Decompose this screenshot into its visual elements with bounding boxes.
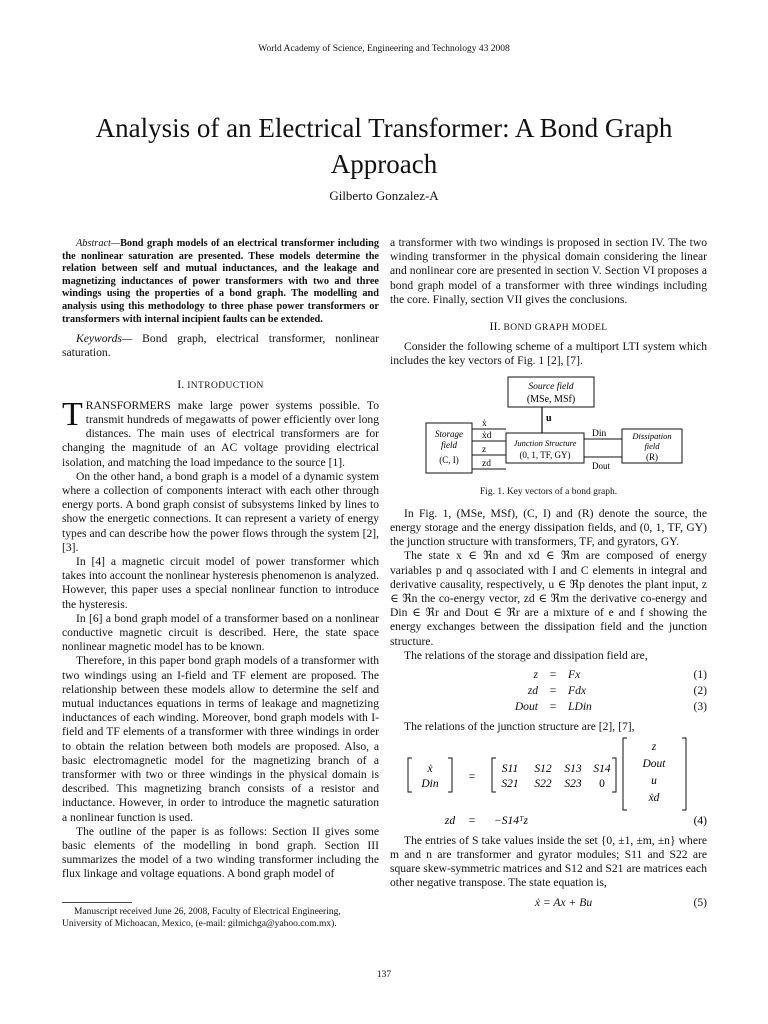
label-u: u	[546, 412, 552, 424]
junction-label-2: (0, 1, TF, GY)	[519, 449, 571, 460]
matrix-equals: =	[468, 770, 476, 783]
equation-row: ẋ = Ax + Bu (5)	[534, 895, 707, 909]
matrix-cell: S21	[501, 777, 519, 790]
intro-paragraph-5: Therefore, in this paper bond graph models of a transformer with two windings using an I-field and TF element are proposed. The relationship between these models allow to determine the self and mutual inductances equations in terms of leakage and magnetizing inductances of each winding. Moreover, bond graph models with I-field and TF elements of a transformer with three windings in order to obtain the relation between both models are proposed. Also, a basic electromagnetic model for the magnetizing branch of a transformer with two or three windings in the physical domain is described. This magnetizing branch consists of a resistor and inductance. However, in order to introduce the magnetic saturation a nonlinear function is used.	[62, 654, 379, 824]
equation-row: z = Fx (1)	[533, 668, 707, 682]
right-paragraph-4: The relations of the storage and dissipation field are,	[404, 648, 648, 662]
matrix-cell: S13	[564, 762, 582, 775]
intro-paragraph-4: In [6] a bond graph model of a transformer based on a nonlinear conductive magnetic circuit is described. Here, the state space nonlinear magnetic model has to be known.	[62, 611, 379, 654]
equation-4-lhs: zd	[444, 814, 456, 827]
bracket	[448, 758, 452, 792]
abstract-label: Abstract—	[76, 238, 121, 249]
storage-label-2: field	[441, 439, 457, 450]
matrix-equation	[390, 736, 707, 828]
page-number: 137	[376, 970, 392, 980]
vector-cell: Dout	[642, 757, 666, 770]
label-xdot: ẋ	[482, 418, 487, 429]
equation-row: Dout = LDin (3)	[514, 700, 707, 714]
matrix-cell: S12	[534, 762, 552, 775]
matrix-cell: S14	[593, 762, 611, 775]
left-column	[62, 238, 379, 882]
dissipation-label-3: (R)	[646, 451, 658, 462]
footnote-block	[62, 902, 379, 930]
matrix-lhs-2: Din	[421, 777, 439, 790]
author: Gilberto Gonzalez-A	[329, 188, 439, 203]
intro-paragraph-1: TRANSFORMERS make large power systems possible. To transmit hundreds of megawatts of power efficiently over long distances. The main uses of electrical transformers are for changing the magnitude of an AC voltage providing electrical isolation, and matching the load impedance to the source [1].	[62, 395, 379, 469]
figure-caption: Fig. 1. Key vectors of a bond graph.	[479, 486, 618, 497]
bracket	[408, 758, 412, 792]
right-paragraph-1: Consider the following scheme of a multiport LTI system which includes the key vectors of Fig. 1 [2], [7].	[390, 340, 707, 368]
source-field-title: Source field	[528, 381, 574, 392]
abstract	[62, 238, 379, 326]
right-paragraph-6: The entries of S take values inside the set {0, ±1, ±m, ±n} where m and n are transformer and gyrator modules; S11 and S22 are square skew-symmetric matrices and S12 and S21 are matrices each other negative transpose. The state equation is,	[390, 833, 707, 890]
storage-label-3: (C, I)	[439, 454, 459, 465]
vector-cell: ẋd	[648, 791, 660, 804]
intro-paragraph-2: On the other hand, a bond graph is a model of a dynamic system where a collection of components interact with each other through energy ports. A bond graph consist of subsystems linked by lines to show the energetic connections. It can represent a variety of energy types and can describe how the power flows through the system [2], [3].	[62, 469, 379, 554]
section-heading-bond-graph: II. BOND GRAPH MODEL	[489, 319, 608, 334]
matrix-cell: S11	[501, 762, 519, 775]
matrix-cell: S22	[534, 777, 552, 790]
equations-1-3	[390, 667, 707, 716]
equation-5	[390, 895, 707, 911]
right-column	[390, 236, 707, 911]
bracket	[612, 758, 616, 792]
intro-paragraph-6: The outline of the paper is as follows: Section II gives some basic elements of the modelling in bond graph. Section III summarizes the model of a two winding transformer including the flux linkage and voltage equations. A bond graph model of	[62, 824, 379, 881]
label-xd-dot: ẋd	[482, 430, 492, 441]
right-paragraph-3: The state x ∈ ℜn and xd ∈ ℜm are composed of energy variables p and q associated with I and C elements in integral and derivative causality, respectively, u ∈ ℜp denotes the plant input, z ∈ ℜn the co-energy vector, zd ∈ ℜm the derivative co-energy and Din ∈ ℜr and Dout ∈ ℜr are a mixture of e and f showing the energy exchanges between the dissipation field and the junction structure.	[390, 549, 707, 648]
running-header: World Academy of Science, Engineering and Technology 43 2008	[258, 44, 510, 54]
right-paragraph-2: In Fig. 1, (MSe, MSf), (C, I) and (R) denote the source, the energy storage and the energy dissipation fields, and (0, 1, TF, GY) the junction structure with transformers, TF, and gyrators, GY.	[390, 506, 707, 549]
intro-paragraph-3: In [4] a magnetic circuit model of power transformer which takes into account the nonlinear hysteresis phenomenon is analyzed. However, this paper uses a special nonlinear function to introduce the hysteresis.	[62, 555, 379, 611]
source-field-sub: (MSe, MSf)	[526, 393, 576, 405]
storage-label-1: Storage	[435, 428, 463, 439]
matrix-cell: 0	[599, 777, 605, 790]
section-heading-introduction: I. INTRODUCTION	[177, 376, 264, 391]
label-din: Din	[592, 428, 607, 439]
figure-key-vectors	[390, 373, 707, 485]
junction-label-1: Junction Structure	[513, 437, 577, 448]
matrix-lhs-1: ẋ	[427, 762, 433, 775]
drop-cap: T	[62, 395, 83, 433]
paper-title: Analysis of an Electrical Transformer: A Bond Graph Approach	[95, 113, 673, 179]
equation-4-number: (4)	[693, 814, 707, 827]
bracket	[492, 758, 496, 792]
label-z: z	[482, 444, 487, 455]
bracket	[623, 738, 627, 810]
label-dout: Dout	[592, 460, 610, 471]
dissipation-label-1: Dissipation	[632, 430, 672, 441]
equation-row: zd = Fdx (2)	[527, 684, 707, 698]
vector-cell: u	[651, 774, 657, 787]
footnote-rule	[62, 902, 132, 903]
keywords-text: Bond graph, electrical transformer, nonlinear saturation.	[62, 332, 379, 360]
abstract-text: Bond graph models of an electrical transformer including the nonlinear saturation are presented. These models determine the relation between self and mutual inductances, and the leakage and magnetizing inductances of power transformers with two and three windings using the properties of a bond graph. The modelling and analysis using this methodology to three phase power transformers or transformers with internal incipient faults can be extended.	[62, 238, 379, 325]
bracket	[682, 738, 686, 810]
keywords	[62, 332, 379, 360]
label-zd: zd	[482, 458, 491, 469]
keywords-label: Keywords—	[76, 332, 133, 346]
right-paragraph-5: The relations of the junction structure are [2], [7],	[404, 719, 635, 733]
footnote: Manuscript received June 26, 2008, Faculty of Electrical Engineering, University of Michoacan, Mexico, (e-mail: gilmichga@yahoo.com.mx).	[62, 907, 341, 929]
right-paragraph-0: a transformer with two windings is proposed in section IV. The two winding transformer in the physical domain considering the linear and nonlinear core are presented in section V. Section VI proposes a bond graph model of a transformer with three windings including the core. Finally, section VII gives the conclusions.	[390, 236, 707, 306]
equation-4-equals: =	[468, 814, 476, 827]
dissipation-label-2: field	[644, 440, 660, 451]
matrix-cell: S23	[564, 777, 582, 790]
equation-4-rhs: −S14ᵀz	[494, 814, 528, 827]
vector-cell: z	[651, 740, 657, 753]
